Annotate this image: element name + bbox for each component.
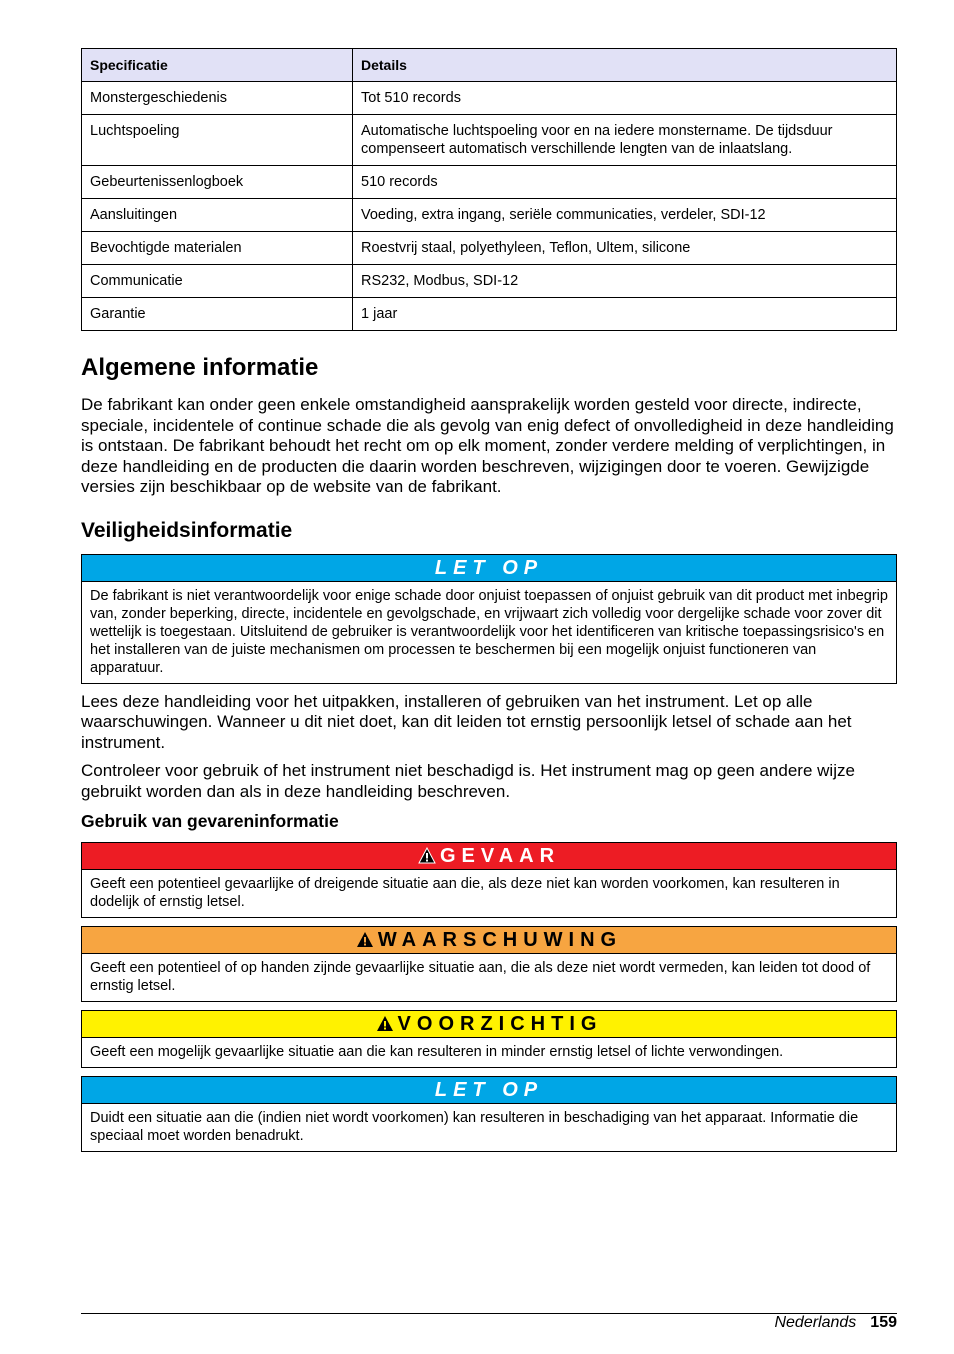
table-cell: Bevochtigde materialen [82,232,353,265]
table-cell: Gebeurtenissenlogboek [82,166,353,199]
table-row [82,166,897,199]
table-row [82,82,897,115]
page-content [81,48,897,1160]
section-title-hazard: Gebruik van gevareninformatie [81,811,339,831]
warning-triangle-icon [356,929,374,955]
warning-triangle-icon [418,845,436,871]
table-row [82,199,897,232]
notice-box [81,554,897,684]
table-cell: Roestvrij staal, polyethyleen, Teflon, Ultem, silicone [353,232,897,265]
caution-label: VOORZICHTIG [397,1013,603,1035]
table-row [82,298,897,331]
warning-triangle-icon [376,1013,394,1039]
page-number: 159 [870,1314,897,1331]
danger-label: GEVAAR [439,845,561,867]
section-title-safety: Veiligheidsinformatie [81,518,293,542]
table-row [82,115,897,166]
table-cell: 1 jaar [353,298,897,331]
safety-paragraph-1: Lees deze handleiding voor het uitpakken, installeren of gebruiken van het instrument. Let op alle waarschuwingen. Wanneer u dit niet doet, kan dit leiden tot ernstig persoonlijk letsel of schade aan het instrument. [81,691,852,752]
caution-text: Geeft een mogelijk gevaarlijke situatie aan die kan resulteren in minder ernstig letsel of lichte verwondingen. [90,1044,784,1060]
warning-box [81,926,897,1002]
column-header: Details [353,49,897,82]
warning-text: Geeft een potentieel of op handen zijnde gevaarlijke situatie aan, die als deze niet wordt vermeden, kan leiden tot dood of ernstig letsel. [90,960,871,994]
warning-label: WAARSCHUWING [377,929,623,951]
table-cell: Automatische luchtspoeling voor en na iedere monstername. De tijdsduur compenseert automatisch verschillende lengten van de inlaatslang. [353,115,897,166]
footer-language: Nederlands [774,1314,857,1331]
danger-text: Geeft een potentieel gevaarlijke of dreigende situatie aan die, als deze niet kan worden voorkomen, kan resulteren in dodelijk of ernstig letsel. [90,876,840,910]
caution-box [81,1010,897,1068]
notice-text: De fabrikant is niet verantwoordelijk voor enige schade door onjuist toepassen of onjuist gebruik van dit product met inbegrip van, zonder beperking, directe, incidentele en gevolgschade, en vrijwaart zich volledig voor dergelijke schade voor zover dit wettelijk is toegestaan. Uitsluitend de gebruiker is verantwoordelijk voor het identificeren van kritische toepassingsrisico's en het installeren van de juiste mechanismen om processen te beschermen bij een mogelijk onjuist functioneren van apparatuur. [90,587,888,676]
table-cell: Communicatie [82,265,353,298]
warning-header [82,927,896,954]
notice-header: LET OP [82,1077,896,1104]
page-footer [774,1313,897,1333]
table-cell: 510 records [353,166,897,199]
danger-box [81,842,897,918]
caution-header [82,1011,896,1038]
table-cell: RS232, Modbus, SDI-12 [353,265,897,298]
table-cell: Tot 510 records [353,82,897,115]
section-title-general: Algemene informatie [81,354,319,381]
safety-paragraph-2: Controleer voor gebruik of het instrument niet beschadigd is. Het instrument mag op geen andere wijze gebruikt worden dan als in deze handleiding beschreven. [81,761,855,801]
table-row [82,232,897,265]
table-cell: Aansluitingen [82,199,353,232]
table-row [82,265,897,298]
spec-table [81,48,897,331]
table-header-row [82,49,897,82]
general-paragraph: De fabrikant kan onder geen enkele omstandigheid aansprakelijk worden gesteld voor directe, indirecte, speciale, incidentele of continue schade die als gevolg van enig defect of onvolledigheid in deze handleiding is ontstaan. De fabrikant behoudt het recht om op elk moment, zonder verdere melding of verplichtingen, in deze handleiding en de producten die daarin worden beschreven, wijzigingen door te voeren. Gewijzigde versies zijn beschikbaar op de website van de fabrikant. [81,395,894,496]
danger-header [82,843,896,870]
table-cell: Luchtspoeling [82,115,353,166]
column-header: Specificatie [82,49,353,82]
table-cell: Monstergeschiedenis [82,82,353,115]
notice-header: LET OP [82,555,896,582]
table-cell: Garantie [82,298,353,331]
notice-box-2 [81,1076,897,1152]
table-cell: Voeding, extra ingang, seriële communicaties, verdeler, SDI-12 [353,199,897,232]
notice-text: Duidt een situatie aan die (indien niet wordt voorkomen) kan resulteren in beschadiging van het apparaat. Informatie die speciaal moet worden benadrukt. [90,1110,859,1144]
